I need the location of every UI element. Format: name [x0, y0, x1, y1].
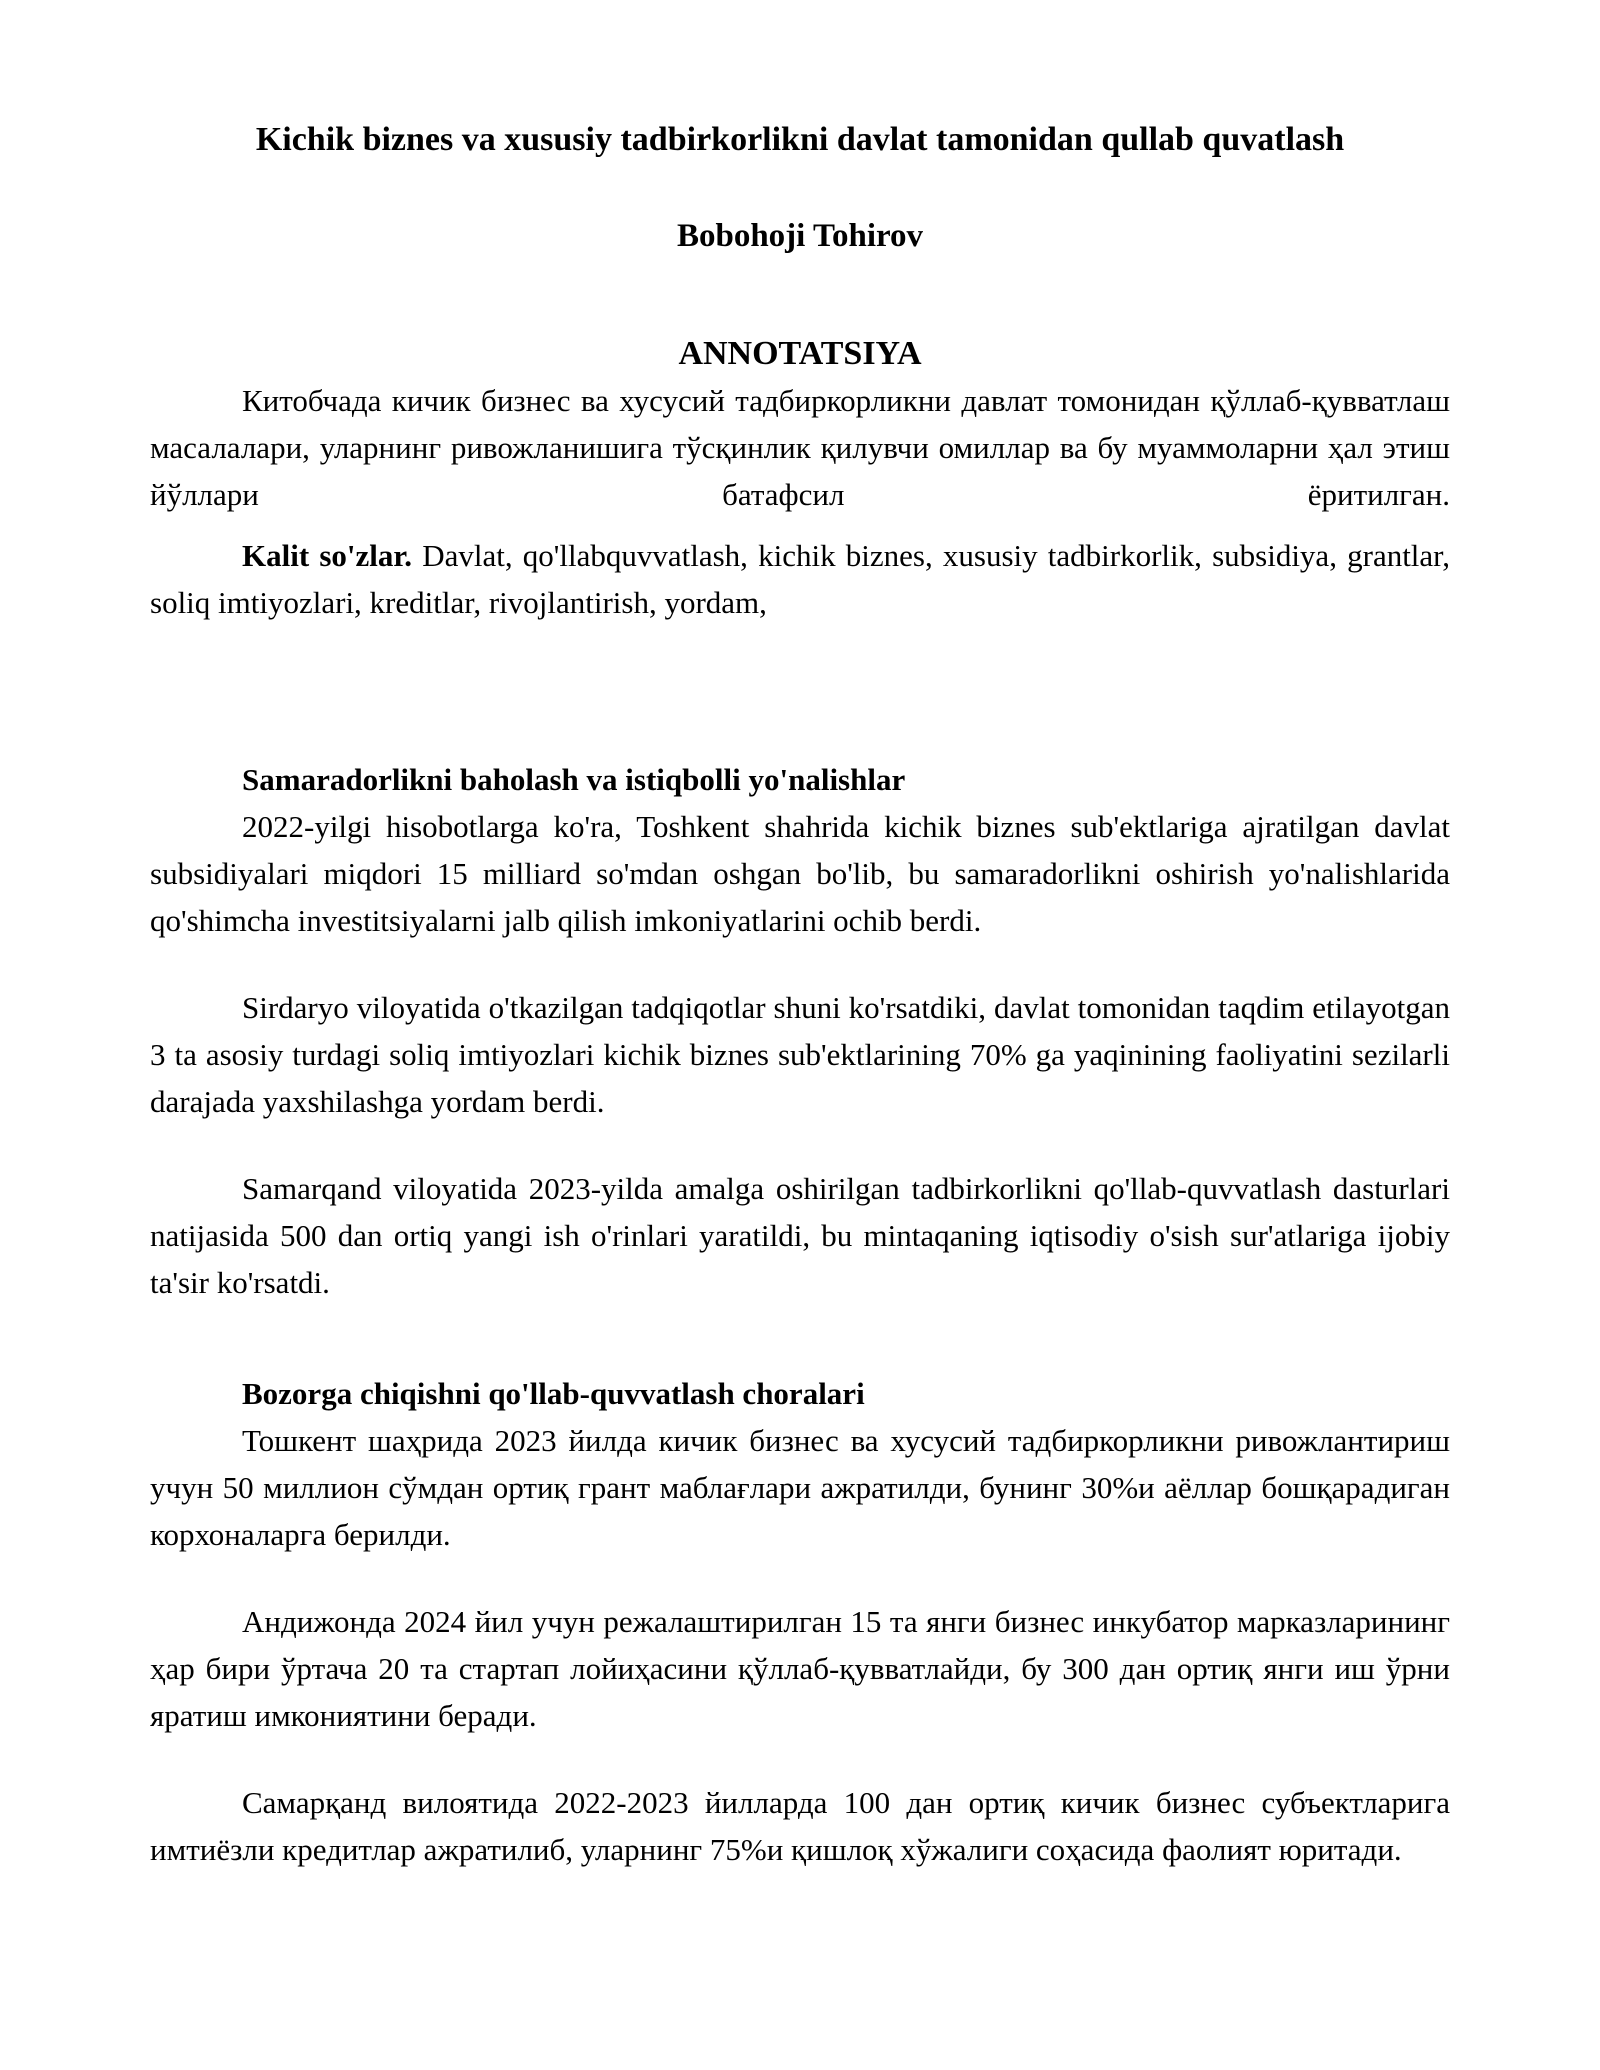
paragraph-toshkent-grants: Тошкент шаҳрида 2023 йилда кичик бизнес ва хусусий тадбиркорликни ривожлантириш учун 50 миллион сўмдан ортиқ грант маблағлари ажратилди, бунинг 30%и аёллар бошқарадиган корхоналарга берилди. [150, 1423, 1450, 1552]
paragraph-samarqand-jobs: Samarqand viloyatida 2023-yilda amalga oshirilgan tadbirkorlikni qo'llab-quvvatlash dasturlari natijasida 500 dan ortiq yangi ish o'rinlari yaratildi, bu mintaqaning iqtisodiy o'sish sur'atlariga ijobiy ta'sir ko'rsatdi. [150, 1171, 1450, 1300]
document-author: Bobohoji Tohirov [676, 218, 924, 254]
keywords-text: Davlat, qo'llabquvvatlash, kichik biznes, xususiy tadbirkorlik, subsidiya, grantlar, soliq imtiyozlari, kreditlar, rivojlantirish, yordam, [150, 538, 1451, 620]
annotation-heading: ANNOTATSIYA [678, 335, 922, 372]
paragraph-toshkent-subsidies: 2022-yilgi hisobotlarga ko'ra, Toshkent shahrida kichik biznes sub'ektlariga ajratilgan davlat subsidiyalari miqdori 15 milliard so'mdan oshgan bo'lib, bu samaradorlikni oshirish yo'nalishlarida qo'shimcha investitsiyalarni jalb qilish imkoniyatlarini ochib berdi. [150, 809, 1450, 938]
annotation-paragraph: Китобчада кичик бизнес ва хусусий тадбиркорликни давлат томонидан қўллаб-қувватлаш масалалари, уларнинг ривожланишига тўсқинлик қилувчи омиллар ва бу муаммоларни ҳал этиш йўллари батафсил ёритилган. [150, 383, 1450, 512]
section-heading-samaradorlik: Samaradorlikni baholash va istiqbolli yo'nalishlar [242, 762, 906, 797]
paragraph-samarqand-credits: Самарқанд вилоятида 2022-2023 йилларда 100 дан ортиқ кичик бизнес субъектларига имтиёзли кредитлар ажратилиб, уларнинг 75%и қишлоқ хўжалиги соҳасида фаолият юритади. [150, 1785, 1450, 1867]
document-title: Kichik biznes va xususiy tadbirkorlikni davlat tamonidan qullab quvatlash [255, 121, 1345, 158]
paragraph-sirdaryo-research: Sirdaryo viloyatida o'tkazilgan tadqiqotlar shuni ko'rsatdiki, davlat tomonidan taqdim etilayotgan 3 ta asosiy turdagi soliq imtiyozlari kichik biznes sub'ektlarining 70% ga yaqinining faoliyatini sezilarli darajada yaxshilashga yordam berdi. [150, 990, 1450, 1119]
paragraph-andijon-incubators: Андижонда 2024 йил учун режалаштирилган 15 та янги бизнес инкубатор марказларининг ҳар бири ўртача 20 та стартап лойиҳасини қўллаб-қувватлайди, бу 300 дан ортиқ янги иш ўрни яратиш имкониятини беради. [150, 1604, 1450, 1733]
section-heading-bozorga: Bozorga chiqishni qo'llab-quvvatlash choralari [242, 1376, 865, 1411]
keywords-label: Kalit so'zlar. [242, 538, 413, 573]
keywords-paragraph [150, 532, 1450, 626]
